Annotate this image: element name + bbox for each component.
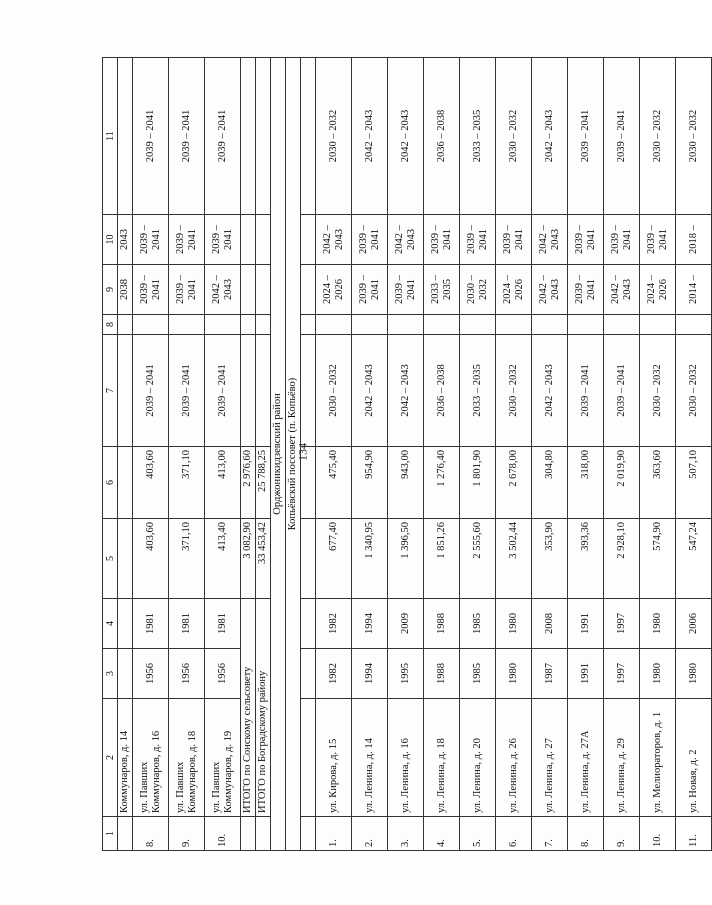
total-label: ИТОГО по Боградскому району <box>256 599 271 817</box>
table-cell: 2042 – 2043 <box>532 265 568 315</box>
table-cell: 2039 – 2041 <box>460 215 496 265</box>
table-cell: 2030 – 2032 <box>316 335 352 447</box>
table-cell: 2009 <box>388 599 424 649</box>
section-row-district <box>271 58 286 851</box>
table-cell: 2042 – 2043 <box>316 215 352 265</box>
page-number: 134 <box>295 443 310 461</box>
table-row <box>352 58 388 851</box>
table-cell: 403,60 <box>133 447 169 519</box>
table-cell <box>301 265 316 315</box>
table-cell <box>118 817 133 851</box>
row-number: 3. <box>388 817 424 851</box>
table-cell: 371,10 <box>169 519 205 599</box>
address-cell: ул. Павших Коммунаров, д. 19 <box>205 699 241 817</box>
table-cell <box>316 315 352 335</box>
table-cell: 2 019,90 <box>604 447 640 519</box>
table-row <box>496 58 532 851</box>
table-cell: 353,90 <box>532 519 568 599</box>
table-cell: 507,10 <box>676 447 712 519</box>
table-cell: 2042 – 2043 <box>532 215 568 265</box>
table-cell: 2039 – 2041 <box>169 215 205 265</box>
table-cell: 2036 – 2038 <box>424 58 460 215</box>
table-cell: 2039 – 2041 <box>568 215 604 265</box>
column-header: 9 <box>103 265 118 315</box>
row-number: 1. <box>316 817 352 851</box>
table-row <box>424 58 460 851</box>
table-cell <box>118 447 133 519</box>
table-cell <box>640 315 676 335</box>
table-cell: 1980 <box>496 649 532 699</box>
table-cell: 2033 – 2035 <box>460 58 496 215</box>
table-cell: 1980 <box>496 599 532 649</box>
table-cell: 2039 – 2041 <box>604 58 640 215</box>
section-title: Орджоникидзевский район <box>271 58 286 851</box>
table-cell: 2039 – 2041 <box>424 215 460 265</box>
address-cell: ул. Павших Коммунаров, д. 18 <box>169 699 205 817</box>
table-cell: 403,60 <box>133 519 169 599</box>
table-cell <box>301 335 316 447</box>
table-cell: 2042 – 2043 <box>532 335 568 447</box>
table-cell: 371,10 <box>169 447 205 519</box>
table-cell: 33 453,42 <box>256 519 271 599</box>
table-cell: 2038 <box>118 265 133 315</box>
table-cell: 2006 <box>676 599 712 649</box>
table-cell: 2030 – 2032 <box>676 335 712 447</box>
row-number: 4. <box>424 817 460 851</box>
table-cell <box>118 599 133 649</box>
table-cell: 2039 – 2041 <box>568 335 604 447</box>
table-cell <box>460 315 496 335</box>
table-cell: 304,80 <box>532 447 568 519</box>
table-cell <box>118 519 133 599</box>
table-cell: 2039 – 2041 <box>352 265 388 315</box>
table-cell <box>301 649 316 699</box>
table-cell: 2039 – 2041 <box>388 265 424 315</box>
table-cell: 1980 <box>640 649 676 699</box>
table-cell: 2 928,10 <box>604 519 640 599</box>
table-cell: 1 396,50 <box>388 519 424 599</box>
table-cell <box>604 315 640 335</box>
table-cell <box>301 599 316 649</box>
table-cell: 2 976,60 <box>241 447 256 519</box>
table-cell: 954,90 <box>352 447 388 519</box>
table-cell <box>256 335 271 447</box>
table-row <box>640 58 676 851</box>
table-cell: 2042 – 2043 <box>388 58 424 215</box>
table-cell: 2030 – 2032 <box>496 58 532 215</box>
table-cell: 2039 – 2041 <box>133 335 169 447</box>
column-header: 1 <box>103 817 118 851</box>
section-row-council <box>286 58 301 851</box>
table-row <box>460 58 496 851</box>
table-cell: 1982 <box>316 649 352 699</box>
table-cell <box>205 315 241 335</box>
table-cell: 1 276,40 <box>424 447 460 519</box>
table-cell: 2024 – 2026 <box>640 265 676 315</box>
table-cell: 2042 – 2043 <box>205 265 241 315</box>
total-label: ИТОГО по Сонскому сельсовету <box>241 599 256 817</box>
table-cell: 2039 – 2041 <box>205 58 241 215</box>
table-cell: 2039 – 2041 <box>352 215 388 265</box>
table-cell <box>496 315 532 335</box>
table-cell: 393,36 <box>568 519 604 599</box>
table-cell: 2039 – 2041 <box>568 265 604 315</box>
column-header: 10 <box>103 215 118 265</box>
table-cell <box>118 315 133 335</box>
table-cell: 1 851,26 <box>424 519 460 599</box>
row-number: 2. <box>352 817 388 851</box>
address-cell: ул. Кирова, д. 15 <box>316 699 352 817</box>
table-row <box>205 58 241 851</box>
table-cell <box>118 335 133 447</box>
table-cell <box>424 315 460 335</box>
table-cell: 2014 – <box>676 265 712 315</box>
table-cell: 1991 <box>568 649 604 699</box>
address-cell: ул. Ленина, д. 26 <box>496 699 532 817</box>
row-number: 6. <box>496 817 532 851</box>
table-cell: 1997 <box>604 649 640 699</box>
table-cell: 2030 – 2032 <box>316 58 352 215</box>
table-cell: 2008 <box>532 599 568 649</box>
table-cell: 2030 – 2032 <box>640 335 676 447</box>
column-header: 7 <box>103 335 118 447</box>
table-body <box>103 58 712 851</box>
table-row <box>532 58 568 851</box>
table-cell: 2042 – 2043 <box>604 265 640 315</box>
table-cell: 2042 – 2043 <box>532 58 568 215</box>
table-row <box>169 58 205 851</box>
table-cell <box>118 58 133 215</box>
table-cell: Коммунаров, д. 14 <box>118 699 133 817</box>
table-cell: 1994 <box>352 599 388 649</box>
table-cell: 2 678,00 <box>496 447 532 519</box>
table-cell: 3 082,90 <box>241 519 256 599</box>
row-number: 8. <box>133 817 169 851</box>
table-cell: 1985 <box>460 599 496 649</box>
header-row <box>103 58 118 851</box>
table-cell: 1981 <box>205 599 241 649</box>
table-row <box>316 58 352 851</box>
table-cell: 2039 – 2041 <box>640 215 676 265</box>
table-cell: 2024 – 2026 <box>496 265 532 315</box>
table-cell: 547,24 <box>676 519 712 599</box>
column-header: 5 <box>103 519 118 599</box>
table-cell: 2039 – 2041 <box>169 335 205 447</box>
table-cell <box>301 447 316 519</box>
table-cell <box>301 58 316 215</box>
table-cell <box>256 817 271 851</box>
table-cell: 2039 – 2041 <box>133 215 169 265</box>
row-number: 11. <box>676 817 712 851</box>
table-row <box>604 58 640 851</box>
table-cell: 1 801,90 <box>460 447 496 519</box>
table-cell: 1987 <box>532 649 568 699</box>
table-cell <box>256 265 271 315</box>
table-cell: 2036 – 2038 <box>424 335 460 447</box>
table-cell: 1995 <box>388 649 424 699</box>
table-cell <box>241 817 256 851</box>
table-cell <box>301 519 316 599</box>
address-cell: ул. Ленина, д. 20 <box>460 699 496 817</box>
table-cell: 413,40 <box>205 519 241 599</box>
table-cell <box>301 817 316 851</box>
table-cell: 2 555,60 <box>460 519 496 599</box>
table-cell: 1956 <box>133 649 169 699</box>
column-header: 11 <box>103 58 118 215</box>
table-cell <box>256 215 271 265</box>
table-cell <box>256 315 271 335</box>
table-cell <box>118 649 133 699</box>
column-header: 2 <box>103 699 118 817</box>
table-row <box>568 58 604 851</box>
table-cell: 2039 – 2041 <box>568 58 604 215</box>
table-cell <box>256 58 271 215</box>
table-cell: 3 502,44 <box>496 519 532 599</box>
spacer-row <box>301 58 316 851</box>
column-header: 6 <box>103 447 118 519</box>
address-cell: ул. Ленина, д. 27А <box>568 699 604 817</box>
table-cell: 1988 <box>424 599 460 649</box>
table-cell: 1980 <box>676 649 712 699</box>
table-cell: 2039 – 2041 <box>604 215 640 265</box>
table-cell: 2042 – 2043 <box>352 335 388 447</box>
table-cell: 1980 <box>640 599 676 649</box>
table-row <box>133 58 169 851</box>
row-number: 10. <box>640 817 676 851</box>
table-cell: 1988 <box>424 649 460 699</box>
table-cell: 1981 <box>133 599 169 649</box>
table-cell: 2039 – 2041 <box>496 215 532 265</box>
table-row <box>676 58 712 851</box>
row-number: 5. <box>460 817 496 851</box>
table-cell: 2042 – 2043 <box>352 58 388 215</box>
table-cell <box>301 315 316 335</box>
total-row <box>256 58 271 851</box>
table-cell: 2033 – 2035 <box>460 335 496 447</box>
table-cell <box>568 315 604 335</box>
table-cell: 1985 <box>460 649 496 699</box>
column-header: 8 <box>103 315 118 335</box>
address-cell: ул. Ленина, д. 14 <box>352 699 388 817</box>
table-cell: 1982 <box>316 599 352 649</box>
table-cell: 574,90 <box>640 519 676 599</box>
table-cell: 2039 – 2041 <box>169 265 205 315</box>
table-cell: 1994 <box>352 649 388 699</box>
address-cell: ул. Мелиораторов, д. 1 <box>640 699 676 817</box>
carry-over-row <box>118 58 133 851</box>
table-cell: 413,00 <box>205 447 241 519</box>
table-cell: 2039 – 2041 <box>205 215 241 265</box>
table-cell <box>388 315 424 335</box>
table-cell: 2030 – 2032 <box>676 58 712 215</box>
table-cell <box>241 265 256 315</box>
table-cell: 2039 – 2041 <box>169 58 205 215</box>
table-cell: 2042 – 2043 <box>388 335 424 447</box>
table-cell <box>301 215 316 265</box>
table-cell: 1991 <box>568 599 604 649</box>
table-cell: 2042 – 2043 <box>388 215 424 265</box>
table-cell: 2030 – 2032 <box>460 265 496 315</box>
table-cell <box>241 58 256 215</box>
row-number: 10. <box>205 817 241 851</box>
table-cell: 943,00 <box>388 447 424 519</box>
table-cell: 318,00 <box>568 447 604 519</box>
row-number: 9. <box>169 817 205 851</box>
address-cell: ул. Новая, д. 2 <box>676 699 712 817</box>
table-cell: 2043 <box>118 215 133 265</box>
row-number: 8. <box>568 817 604 851</box>
table-cell <box>676 315 712 335</box>
table-cell: 363,60 <box>640 447 676 519</box>
table-row <box>388 58 424 851</box>
section-subtitle: Копьёвский поссовет (п. Копьёво) <box>286 58 301 851</box>
table-cell: 2030 – 2032 <box>640 58 676 215</box>
table-cell: 2033 – 2035 <box>424 265 460 315</box>
row-number: 7. <box>532 817 568 851</box>
rotated-table-container <box>102 58 699 851</box>
table-cell <box>532 315 568 335</box>
table-cell: 2039 – 2041 <box>133 265 169 315</box>
table-cell <box>241 215 256 265</box>
address-cell: ул. Ленина, д. 29 <box>604 699 640 817</box>
table-cell: 25 788,25 <box>256 447 271 519</box>
table-cell: 2039 – 2041 <box>604 335 640 447</box>
table-cell: 2030 – 2032 <box>496 335 532 447</box>
table-cell <box>133 315 169 335</box>
table-cell: 2018 – <box>676 215 712 265</box>
housing-schedule-table <box>102 57 712 851</box>
table-cell: 475,40 <box>316 447 352 519</box>
table-cell: 1956 <box>205 649 241 699</box>
address-cell: ул. Ленина, д. 18 <box>424 699 460 817</box>
table-cell <box>241 335 256 447</box>
table-cell: 2039 – 2041 <box>133 58 169 215</box>
table-cell <box>241 315 256 335</box>
column-header: 4 <box>103 599 118 649</box>
address-cell: ул. Павших Коммунаров, д. 16 <box>133 699 169 817</box>
column-header: 3 <box>103 649 118 699</box>
table-cell <box>301 699 316 817</box>
table-cell: 2024 – 2026 <box>316 265 352 315</box>
table-cell: 1997 <box>604 599 640 649</box>
row-number: 9. <box>604 817 640 851</box>
table-cell: 1956 <box>169 649 205 699</box>
table-cell: 1981 <box>169 599 205 649</box>
address-cell: ул. Ленина, д. 27 <box>532 699 568 817</box>
total-row <box>241 58 256 851</box>
table-cell <box>169 315 205 335</box>
address-cell: ул. Ленина, д. 16 <box>388 699 424 817</box>
table-cell: 677,40 <box>316 519 352 599</box>
table-cell <box>352 315 388 335</box>
table-cell: 1 340,95 <box>352 519 388 599</box>
table-cell: 2039 – 2041 <box>205 335 241 447</box>
